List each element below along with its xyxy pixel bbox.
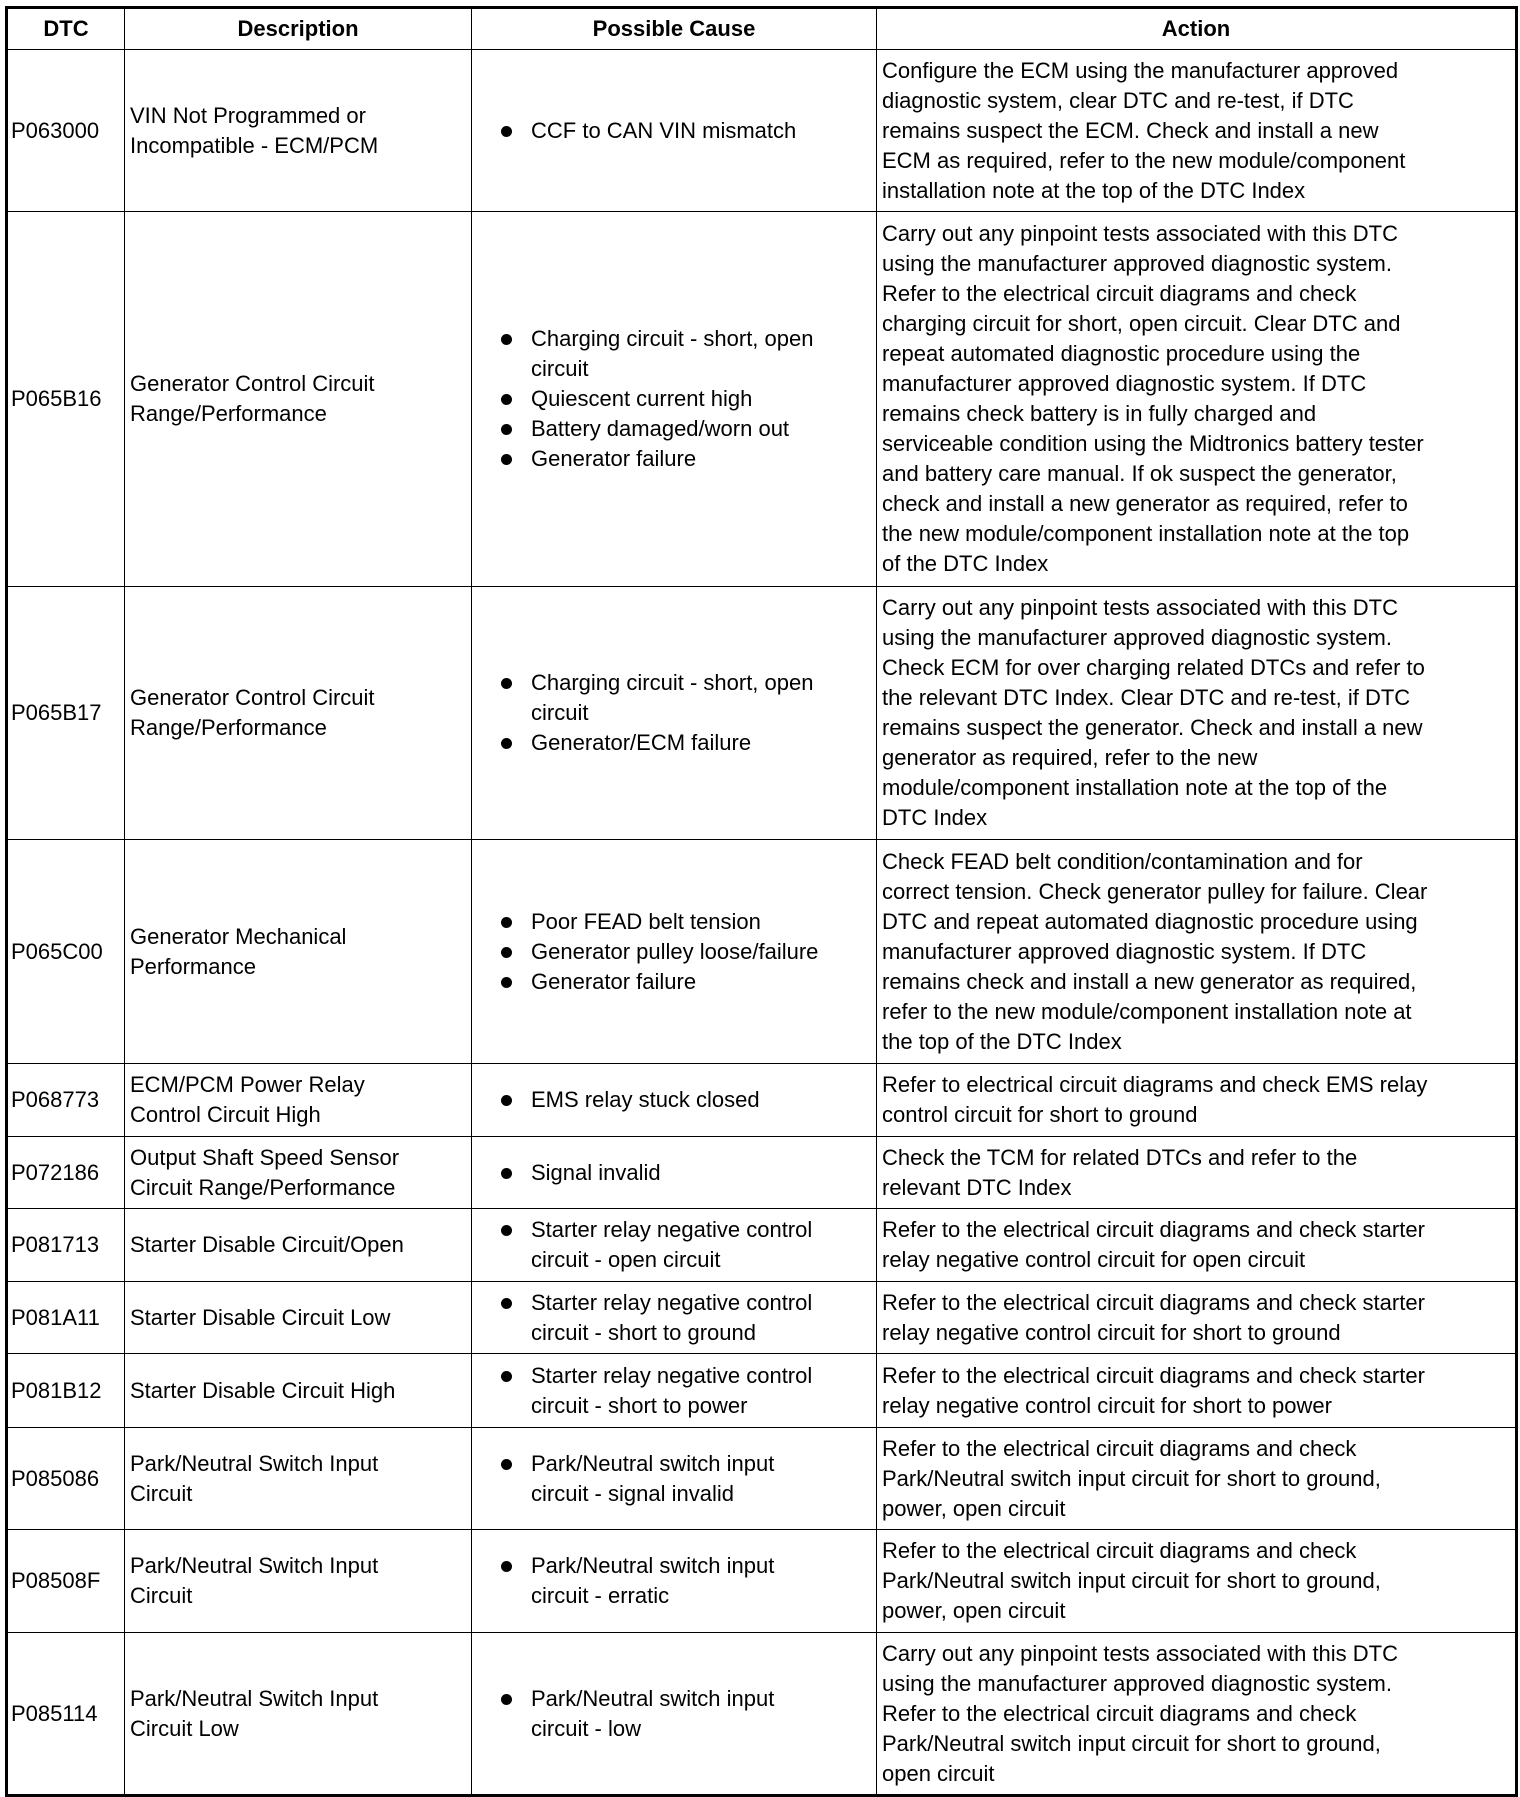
cause-item: CCF to CAN VIN mismatch <box>501 116 871 146</box>
table-row <box>7 587 1517 840</box>
description: Generator Control Circuit Range/Performance <box>125 587 472 840</box>
header-row <box>7 8 1517 50</box>
dtc-table <box>5 6 1518 1797</box>
dtc-code: P081A11 <box>7 1282 125 1354</box>
dtc-code: P085114 <box>7 1633 125 1796</box>
description: Park/Neutral Switch Input Circuit Low <box>125 1633 472 1796</box>
dtc-code: P065C00 <box>7 840 125 1064</box>
action: Carry out any pinpoint tests associated with this DTC using the manufacturer approved diagnostic system. Refer to the electrical circuit diagrams and check charging circuit for short, open circuit. Clear DTC and repeat automated diagnostic procedure using the manufacturer approved diagnostic system. If DTC remains check battery is in fully charged and serviceable condition using the Midtronics battery tester and battery care manual. If ok suspect the generator, check and install a new generator as required, refer to the new module/component installation note at the top of the DTC Index <box>877 212 1517 587</box>
possible-cause-cell <box>472 1530 877 1633</box>
description: ECM/PCM Power Relay Control Circuit High <box>125 1064 472 1137</box>
description: VIN Not Programmed or Incompatible - ECM/PCM <box>125 50 472 212</box>
cause-item: Starter relay negative control circuit - short to power <box>501 1361 871 1421</box>
action: Refer to the electrical circuit diagrams and check starter relay negative control circuit for short to ground <box>877 1282 1517 1354</box>
table-row <box>7 1064 1517 1137</box>
cause-list <box>477 1551 871 1611</box>
action: Refer to the electrical circuit diagrams and check starter relay negative control circuit for open circuit <box>877 1209 1517 1282</box>
possible-cause-cell <box>472 1137 877 1209</box>
description: Generator Mechanical Performance <box>125 840 472 1064</box>
cause-item: Park/Neutral switch input circuit - signal invalid <box>501 1449 871 1509</box>
cause-list <box>477 116 871 146</box>
possible-cause-cell <box>472 1428 877 1530</box>
possible-cause-cell <box>472 587 877 840</box>
table-row <box>7 1530 1517 1633</box>
table-row <box>7 1282 1517 1354</box>
cause-list <box>477 1158 871 1188</box>
possible-cause-cell <box>472 50 877 212</box>
possible-cause-cell <box>472 212 877 587</box>
description: Starter Disable Circuit/Open <box>125 1209 472 1282</box>
cause-list <box>477 668 871 758</box>
header-action: Action <box>877 8 1517 50</box>
cause-item: Charging circuit - short, open circuit <box>501 668 871 728</box>
cause-item: Generator pulley loose/failure <box>501 937 871 967</box>
cause-list <box>477 1449 871 1509</box>
cause-list <box>477 1361 871 1421</box>
dtc-code: P065B16 <box>7 212 125 587</box>
action: Carry out any pinpoint tests associated with this DTC using the manufacturer approved diagnostic system. Refer to the electrical circuit diagrams and check Park/Neutral switch input circuit for short to ground, open circuit <box>877 1633 1517 1796</box>
cause-list <box>477 1085 871 1115</box>
possible-cause-cell <box>472 1282 877 1354</box>
table-row <box>7 840 1517 1064</box>
table-row <box>7 1209 1517 1282</box>
header-description: Description <box>125 8 472 50</box>
description: Generator Control Circuit Range/Performance <box>125 212 472 587</box>
action: Refer to the electrical circuit diagrams and check Park/Neutral switch input circuit for short to ground, power, open circuit <box>877 1428 1517 1530</box>
header-dtc: DTC <box>7 8 125 50</box>
description: Output Shaft Speed Sensor Circuit Range/Performance <box>125 1137 472 1209</box>
dtc-code: P08508F <box>7 1530 125 1633</box>
cause-list <box>477 324 871 474</box>
cause-item: Charging circuit - short, open circuit <box>501 324 871 384</box>
cause-item: Starter relay negative control circuit - short to ground <box>501 1288 871 1348</box>
table-row <box>7 1633 1517 1796</box>
cause-item: Quiescent current high <box>501 384 871 414</box>
cause-list <box>477 907 871 997</box>
table-row <box>7 1137 1517 1209</box>
cause-list <box>477 1684 871 1744</box>
dtc-code: P072186 <box>7 1137 125 1209</box>
cause-item: Generator failure <box>501 967 871 997</box>
action: Refer to the electrical circuit diagrams and check Park/Neutral switch input circuit for short to ground, power, open circuit <box>877 1530 1517 1633</box>
table-row <box>7 212 1517 587</box>
possible-cause-cell <box>472 1633 877 1796</box>
cause-item: EMS relay stuck closed <box>501 1085 871 1115</box>
cause-item: Park/Neutral switch input circuit - low <box>501 1684 871 1744</box>
cause-item: Signal invalid <box>501 1158 871 1188</box>
cause-item: Generator failure <box>501 444 871 474</box>
cause-list <box>477 1215 871 1275</box>
action: Refer to electrical circuit diagrams and check EMS relay control circuit for short to ground <box>877 1064 1517 1137</box>
action: Check the TCM for related DTCs and refer to the relevant DTC Index <box>877 1137 1517 1209</box>
dtc-code: P065B17 <box>7 587 125 840</box>
cause-item: Generator/ECM failure <box>501 728 871 758</box>
description: Park/Neutral Switch Input Circuit <box>125 1530 472 1633</box>
possible-cause-cell <box>472 1354 877 1428</box>
dtc-code: P081713 <box>7 1209 125 1282</box>
dtc-code: P068773 <box>7 1064 125 1137</box>
action: Carry out any pinpoint tests associated with this DTC using the manufacturer approved diagnostic system. Check ECM for over charging related DTCs and refer to the relevant DTC Index. Clear DTC and re-test, if DTC remains suspect the generator. Check and install a new generator as required, refer to the new module/component installation note at the top of the DTC Index <box>877 587 1517 840</box>
table-row <box>7 50 1517 212</box>
possible-cause-cell <box>472 840 877 1064</box>
cause-item: Starter relay negative control circuit - open circuit <box>501 1215 871 1275</box>
header-possible-cause: Possible Cause <box>472 8 877 50</box>
description: Park/Neutral Switch Input Circuit <box>125 1428 472 1530</box>
dtc-code: P081B12 <box>7 1354 125 1428</box>
action: Refer to the electrical circuit diagrams and check starter relay negative control circuit for short to power <box>877 1354 1517 1428</box>
cause-list <box>477 1288 871 1348</box>
cause-item: Poor FEAD belt tension <box>501 907 871 937</box>
cause-item: Battery damaged/worn out <box>501 414 871 444</box>
dtc-code: P085086 <box>7 1428 125 1530</box>
cause-item: Park/Neutral switch input circuit - erratic <box>501 1551 871 1611</box>
table-row <box>7 1354 1517 1428</box>
action: Configure the ECM using the manufacturer approved diagnostic system, clear DTC and re-test, if DTC remains suspect the ECM. Check and install a new ECM as required, refer to the new module/component installation note at the top of the DTC Index <box>877 50 1517 212</box>
dtc-code: P063000 <box>7 50 125 212</box>
description: Starter Disable Circuit High <box>125 1354 472 1428</box>
description: Starter Disable Circuit Low <box>125 1282 472 1354</box>
possible-cause-cell <box>472 1064 877 1137</box>
possible-cause-cell <box>472 1209 877 1282</box>
table-row <box>7 1428 1517 1530</box>
action: Check FEAD belt condition/contamination and for correct tension. Check generator pulley for failure. Clear DTC and repeat automated diagnostic procedure using manufacturer approved diagnostic system. If DTC remains check and install a new generator as required, refer to the new module/component installation note at the top of the DTC Index <box>877 840 1517 1064</box>
